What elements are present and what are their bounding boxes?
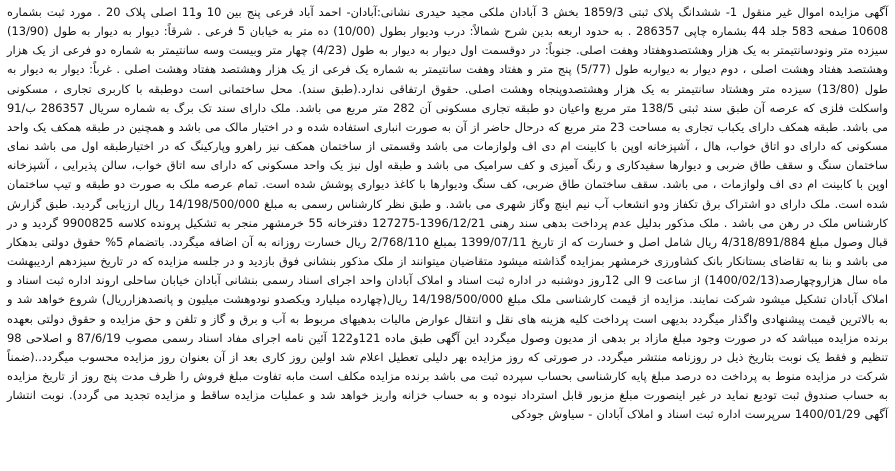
auction-notice-text: آگهی مزایده اموال غیر منقول 1- ششدانگ پلاک ثبتی 1859/3 بخش 3 آبادان ملکی مجید حیدری نشانی:آبادان- احمد آباد فرعی پنج بین 10 و11 اصلی پلاک 20 . مورد ثبت بشماره 10608 صفحه 583 جلد 44 بشماره چاپی 286357 . به حدود اربعه بدین شرح شمالاً: درب ودیوار بطول (10/00) ده متر به خیابان 5 فرعی . شرقاً: دیوار به دیوار به طول (13/90) سیزده متر ونودسانتیمتر به یک هزار وهشتصدوهفتاد وهفت اصلی. جنوباً: در دوقسمت اول دیوار به دیوار به طول (4/23) چهار متر وبیست وسه سانتیمتر به شماره دو فرعی از یک هزار وهشتصد هفتاد وهشت اصلی ، دوم دیوار به دیواربه طول (5/77) پنج متر و هفتاد وهفت سانتیمتر به شماره یک فرعی از یک هزار وهشتصد هفتاد وهشت اصلی . غرباً: دیوار به دیوار به طول (13/80) سیزده متر وهشتاد سانتیمتر به یک هزار وهشتصدوپنجاه وهشت اصلی. حقوق ارتفاقی ندارد.(طبق سند). محل ساختمانی است دوطبقه با کاربری تجاری ، مسکونی واسکلت فلزی که عرصه آن طبق سند ثبتی 138/5 متر مربع واعیان دو طبقه تجاری مسکونی آن 282 متر مربع می باشد. ملک دارای سند تک برگ به شماره سریال 286357 ب/91 می باشد. طبقه همکف دارای یکباب تجاری به مساحت 23 متر مربع که درحال حاضر از آن به صورت انباری استفاده شده و در اختیار مالک می باشد و همچنین در طبقه همکف یک واحد مسکونی که دارای دو اتاق خواب، هال ، آشپزخانه اوپن با کابینت ام دی اف ولوازمات می باشد وقسمتی از ساختمان همکف نیز راهرو وپارکینگ که در اختیارطبقه اول می باشد نمای ساختمان سنگ و سقف طاق ضربی و دیوارها سفیدکاری و رنگ آمیزی و کف سرامیک می باشد و طبقه اول نیز یک واحد مسکونی که دارای سه اتاق خواب، سالن پذیرایی ، آشپزخانه اوپن با کابینت ام دی اف ولوازمات ، می باشد. سقف ساختمان طاق ضربی، کف سنگ ودیوارها با کاغذ دیواری پوشش شده است. تمام عرصه ملک به صورت دو طبقه و تیپ ساختمان شده است. ملک دارای دو اشتراک برق تکفاز ودو انشعاب آب نیم اینچ وگاز شهری می باشد. و طبق نظر کارشناس رسمی به مبلغ 14/198/500/000 ریال ارزیابی گردید. طبق گزارش کارشناس ملک در رهن می باشد . ملک مذکور بدلیل عدم پرداخت بدهی سند رهنی 1396/12/21-127275 دفترخانه 55 خرمشهر منجر به تشکیل پرونده کلاسه 9900825 گردید و در قبال وصول مبلغ 4/318/891/884 ریال شامل اصل و خسارت که از تاریخ 1399/07/11 بمبلغ 2/768/110 ریال خسارت روزانه به آن اضافه میگردد. باتضمام 5% حقوق دولتی بدهکار می باشد و بنا به تقاضای بستانکار بانک کشاورزی خرمشهر بمزایده گذاشته میشود متقاضیان میتوانند از ملک مذکور بنشانی فوق بازدید و در جلسه مزایده که در تاریخ سیزدهم اردیبهشت ماه سال هزاروچهارصد(1400/02/13) از ساعت 9 الی 12روز دوشنبه در اداره ثبت اسناد و املاک آبادان واحد اجرای اسناد رسمی بنشانی آبادان خیابان ساحلی اروند اداره ثبت اسناد و املاک آبادان تشکیل میشود شرکت نمایند. مزایده از قیمت کارشناسی ملک مبلغ 14/198/500/000 ریال(چهارده میلیارد ویکصدو نودوهشت میلیون و پانصدهزارریال) شروع خواهد شد و به بالاترین قیمت پیشنهادی واگذار میگردد بدیهی است پرداخت کلیه هزینه های نقل و انتقال عوارض مالیات بدهیهای مربوط به آب و برق و گاز و تلفن و حق مزایده و حقوق دولتی بعهده برنده مزایده میباشد که در صورت وجود مبلغ مازاد بر بدهی از مدیون وصول میگردد این آگهی طبق ماده 121و122 آئین نامه اجرای مفاد اسناد رسمی مصوب 87/6/19 و اصلاحی 98 تنظیم و فقط یک نوبت بتاریخ ذیل در روزنامه منتشر میگردد. در صورتی که روز مزایده بهر دلیلی تعطیل اعلام شد اولین روز کاری بعد از آن بعنوان روز مزایده محسوب میگردد..(ضمناً شرکت در مزایده منوط به پرداخت ده درصد مبلغ پایه کارشناسی بحساب سپرده ثبت می باشد برنده مزایده مکلف است مابه تفاوت مبلغ فروش را ظرف مدت پنج روز از تاریخ مزایده به حساب صندوق ثبت تودیع نماید در غیر اینصورت مبلغ مزبور قابل استرداد نبوده و به حساب خزانه واریز خواهد شد و عملیات مزایده ساقط و مزایده تجدید می گردد). نوبت انتشار آگهی 1400/01/29 سرپرست اداره ثبت اسناد و املاک آبادان - سیاوش جودکی (7, 5, 889, 422)
